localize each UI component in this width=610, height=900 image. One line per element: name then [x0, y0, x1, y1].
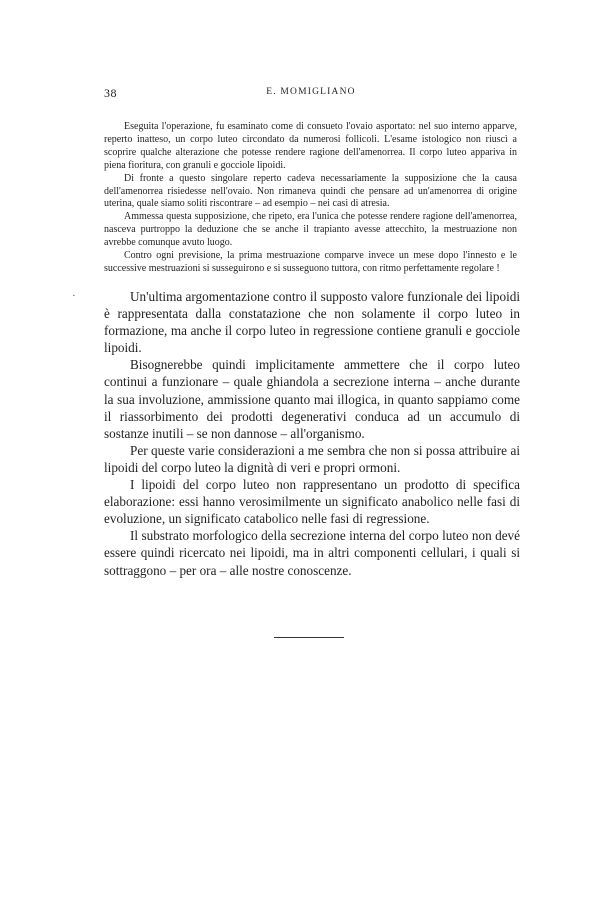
case-report-text	[104, 121, 517, 276]
body-paragraph: Il substrato morfologico della secrezione interna del corpo luteo non devé essere quindi ricercato nei lipoidi, ma in altri componenti cellulari, i quali si sottraggono – per ora – alle nostre conoscenze.	[104, 528, 520, 578]
margin-mark: ·	[72, 290, 76, 302]
small-paragraph: Di fronte a questo singolare reperto cadeva necessariamente la supposizione che la causa dell'amenorrea risiedesse nell'ovaio. Non rimaneva quindi che pensare ad un'amenorrea di origine uterina, quale siamo soliti riscontrare – ad esempio – nei casi di atresia.	[104, 172, 517, 210]
section-end-rule	[274, 637, 344, 638]
running-title: E. MOMIGLIANO	[266, 87, 356, 97]
page-number: 38	[104, 86, 117, 100]
small-paragraph: Eseguita l'operazione, fu esaminato come di consueto l'ovaio asportato: nel suo interno apparve, reperto inatteso, un corpo luteo circondato da numerosi follicoli. L'esame istologico non riuscì a scoprire qualche alterazione che potesse rendere ragione dell'amenorrea. Il corpo luteo appariva in piena fioritura, con granuli e gocciole lipoidi.	[104, 121, 517, 171]
page-header	[104, 86, 518, 102]
body-paragraph: I lipoidi del corpo luteo non rappresentano un prodotto di specifica elaborazione: essi hanno verosimilmente un significato anabolico nelle fasi di evoluzione, un significato catabolico nelle fasi di regressione.	[104, 477, 520, 527]
main-text	[104, 288, 520, 579]
body-paragraph: Bisognerebbe quindi implicitamente ammettere che il corpo luteo continui a funzionare – quale ghiandola a secrezione interna – anche durante la sua involuzione, ammissione quanto mai illogica, in quanto sappiamo come il riassorbimento dei prodotti degenerativi conduca ad un accumulo di sostanze inutili – se non dannose – all'organismo.	[104, 357, 520, 441]
small-paragraph: Contro ogni previsione, la prima mestruazione comparve invece un mese dopo l'innesto e le successive mestruazioni si susseguirono e si susseguono tuttora, con ritmo perfettamente regolare !	[104, 250, 517, 274]
body-paragraph: Un'ultima argomentazione contro il supposto valore funzionale dei lipoidi è rappresentata dalla constatazione che non solamente il corpo luteo in formazione, ma anche il corpo luteo in regressione contiene granuli e gocciole lipoidi.	[104, 289, 520, 356]
small-paragraph: Ammessa questa supposizione, che ripeto, era l'unica che potesse rendere ragione dell'amenorrea, nasceva purtroppo la deduzione che se anche il trapianto avesse attecchito, la mestruazione non avrebbe comunque avuto luogo.	[104, 211, 517, 249]
body-paragraph: Per queste varie considerazioni a me sembra che non si possa attribuire ai lipoidi del corpo luteo la dignità di veri e propri ormoni.	[104, 442, 520, 475]
